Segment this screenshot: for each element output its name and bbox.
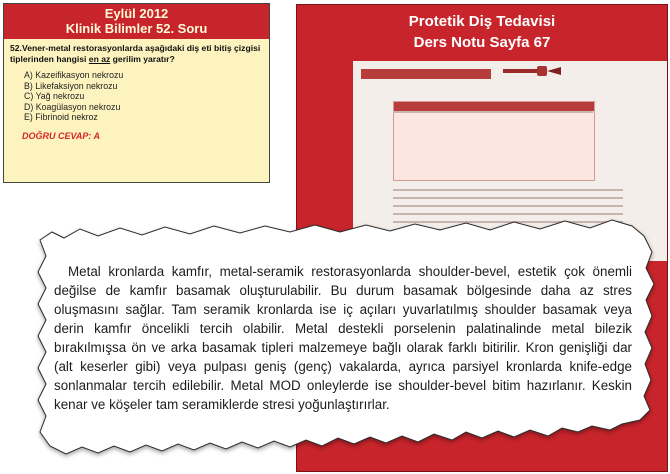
option-a: A) Kazeifikasyon nekrozu [24,70,124,80]
question-suffix: gerilim yaratır? [110,54,175,64]
question-prefix: 52.Vener-metal restorasyonlarda aşağıdaki diş eti bitiş çizgisi tiplerinden hangisi [10,43,261,64]
correct-answer: DOĞRU CEVAP: A [22,130,101,141]
notes-title-line1: Protetik Diş Tedavisi [408,13,556,30]
question-emphasis: en az [88,54,111,64]
option-c: C) Yağ nekrozu [24,91,85,102]
option-b: B) Likefaksiyon nekrozu [24,80,118,91]
option-e: E) Fibrinoid nekroz [24,112,98,123]
notes-title-line2: Ders Notu Sayfa 67 [413,34,551,51]
exam-question-number: Klinik Bilimler 52. Soru [65,21,208,36]
excerpt-text: Metal kronlarda kamfır, metal-seramik restorasyonlarda shoulder-bevel, estetik çok önemli değilse de kamfır basamak oluşturulabilir. Bu durum basamak bölgesinde daha az stres oluşmasını sağlar. Tam seramik kronlarda ise iç açıları yuvarlatılmış shoulder basamak veya derin kamfır öncelikli tercih olabilir. Metal destekli porselenin palatinalinde metal bilezik bırakılmışsa ön ve arka basamak tipleri malzemeye bağlı olarak farklı bitirilir. Kron genişliği dar (alt keserler gibi) veya pulpası geniş (genç) vakalarda, ayrıca parsiyel kronlarda knife-edge sonlanmalar tercih edilebilir. Metal MOD onleylerde ise shoulder-bevel bitim hazırlanır. Keskin kenar ve köşeler tam seramiklerde stresi yoğunlaştırırlar. [54,264,632,412]
exam-date: Eylül 2012 [104,6,169,21]
option-d: D) Koagülasyon nekrozu [24,101,121,112]
